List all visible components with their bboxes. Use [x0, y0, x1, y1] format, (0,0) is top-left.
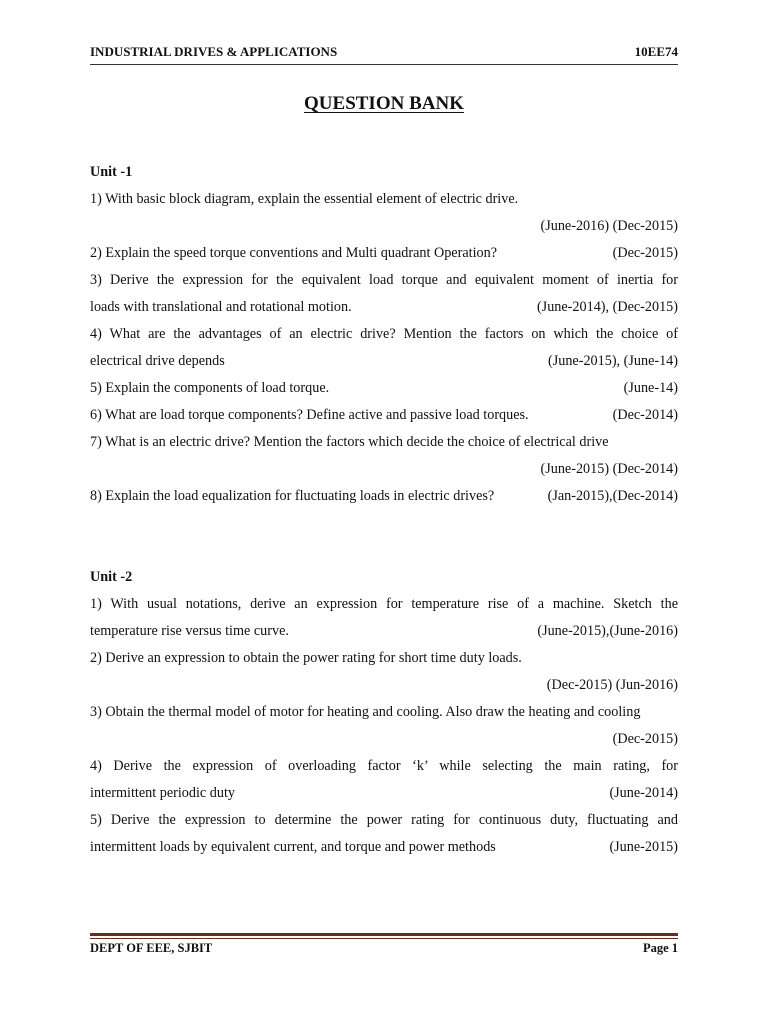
question-text: 7) What is an electric drive? Mention the factors which decide the choice of electrical drive: [90, 434, 609, 450]
question-dates: (June-2014): [609, 785, 678, 801]
question-text: 5) Derive the expression to determine the power rating for continuous duty, fluctuating and: [90, 812, 678, 828]
question-item: [90, 240, 678, 267]
footer-rule-thick: [90, 933, 678, 936]
question-item: [90, 483, 678, 510]
question-text: 4) What are the advantages of an electric drive? Mention the factors on which the choice of: [90, 326, 678, 342]
question-dates: (June-2015),(June-2016): [537, 623, 678, 639]
question-text: intermittent loads by equivalent current, and torque and power methods: [90, 839, 496, 855]
question-text: 8) Explain the load equalization for fluctuating loads in electric drives?: [90, 488, 495, 504]
question-text: 1) With basic block diagram, explain the essential element of electric drive.: [90, 191, 519, 207]
question-item: [90, 402, 678, 429]
question-item: [90, 348, 678, 375]
question-dates: (Dec-2014): [612, 407, 678, 423]
question-dates: (June-2015) (Dec-2014): [540, 461, 678, 477]
question-item: [90, 834, 678, 861]
page-header: [90, 44, 678, 62]
question-text: electrical drive depends: [90, 353, 225, 369]
question-dates: (June-2016) (Dec-2015): [540, 218, 678, 234]
question-dates: (June-14): [623, 380, 678, 396]
question-text: 5) Explain the components of load torque.: [90, 380, 330, 396]
course-code: 10EE74: [634, 44, 678, 59]
question-dates: (June-2014), (Dec-2015): [536, 299, 678, 315]
question-item: [90, 780, 678, 807]
unit-2-section: [90, 564, 678, 861]
page-number: Page 1: [642, 941, 678, 955]
question-dates: (Dec-2015): [612, 731, 678, 747]
question-text: intermittent periodic duty: [90, 785, 235, 801]
question-text: temperature rise versus time curve.: [90, 623, 289, 639]
question-item: [90, 375, 678, 402]
unit-1-heading: Unit -1: [90, 164, 133, 180]
question-item: [90, 294, 678, 321]
question-text: loads with translational and rotational motion.: [90, 299, 352, 315]
question-text: 4) Derive the expression of overloading factor ‘k’ while selecting the main rating, for: [90, 758, 678, 774]
question-item: [90, 618, 678, 645]
question-dates: (June-2015), (June-14): [547, 353, 678, 369]
question-text: 2) Derive an expression to obtain the power rating for short time duty loads.: [90, 650, 522, 666]
unit-2-heading: Unit -2: [90, 569, 133, 585]
question-text: 2) Explain the speed torque conventions and Multi quadrant Operation?: [90, 245, 497, 261]
question-text: 3) Obtain the thermal model of motor for heating and cooling. Also draw the heating and cooling: [90, 704, 641, 720]
page-footer: [90, 941, 678, 957]
page-title: QUESTION BANK: [304, 93, 464, 114]
footer-rule-thin: [90, 938, 678, 939]
question-text: 3) Derive the expression for the equivalent load torque and equivalent moment of inertia for: [90, 272, 678, 288]
question-dates: (Jan-2015),(Dec-2014): [547, 488, 678, 504]
question-text: 1) With usual notations, derive an expression for temperature rise of a machine. Sketch the: [90, 596, 678, 612]
question-text: 6) What are load torque components? Define active and passive load torques.: [90, 407, 529, 423]
course-title: INDUSTRIAL DRIVES & APPLICATIONS: [90, 44, 338, 59]
unit-1-section: [90, 159, 678, 510]
question-dates: (Dec-2015): [612, 245, 678, 261]
department-label: DEPT OF EEE, SJBIT: [90, 941, 213, 955]
question-dates: (Dec-2015) (Jun-2016): [546, 677, 678, 693]
header-rule: [90, 64, 678, 65]
question-dates: (June-2015): [609, 839, 678, 855]
